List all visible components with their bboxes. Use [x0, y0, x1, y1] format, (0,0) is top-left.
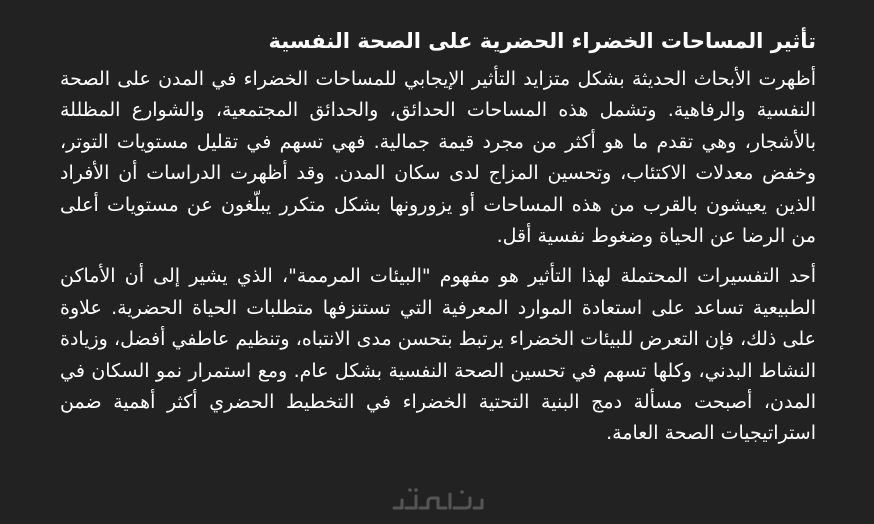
article	[60, 26, 816, 459]
article-paragraph-1: أظهرت الأبحاث الحديثة بشكل متزايد التأثير الإيجابي للمساحات الخضراء في المدن على الصحة النفسية والرفاهية. وتشمل هذه المساحات الحدائق، والحدائق المجتمعية، والشوارع المظللة بالأشجار، وهي تقدم ما هو أكثر من مجرد قيمة جمالية. فهي تسهم في تقليل مستويات التوتر، وخفض معدلات الاكتئاب، وتحسين المزاج لدى سكان المدن. وقد أظهرت الدراسات أن الأفراد الذين يعيشون بالقرب من هذه المساحات أو يزورونها بشكل متكرر يبلّغون عن مستويات أعلى من الرضا عن الحياة وضغوط نفسية أقل.	[60, 68, 816, 248]
article-paragraph-2: أحد التفسيرات المحتملة لهذا التأثير هو مفهوم "البيئات المرممة"، الذي يشير إلى أن الأماكن الطبيعية تساعد على استعادة الموارد المعرفية التي تستنزفها متطلبات الحياة الحضرية. علاوة على ذلك، فإن التعرض للبيئات الخضراء يرتبط بتحسن مدى الانتباه، وتنظيم عاطفي أفضل، وزيادة النشاط البدني، وكلها تسهم في تحسين الصحة النفسية بشكل عام. ومع استمرار نمو السكان في المدن، أصبحت مسألة دمج البنية التحتية الخضراء في التخطيط الحضري أكثر أهمية ضمن استراتيجيات الصحة العامة.	[60, 265, 816, 445]
watermark-logo	[388, 480, 488, 520]
watermark-logo-icon	[388, 480, 488, 520]
article-title: تأثير المساحات الخضراء الحضرية على الصحة النفسية	[268, 29, 816, 53]
